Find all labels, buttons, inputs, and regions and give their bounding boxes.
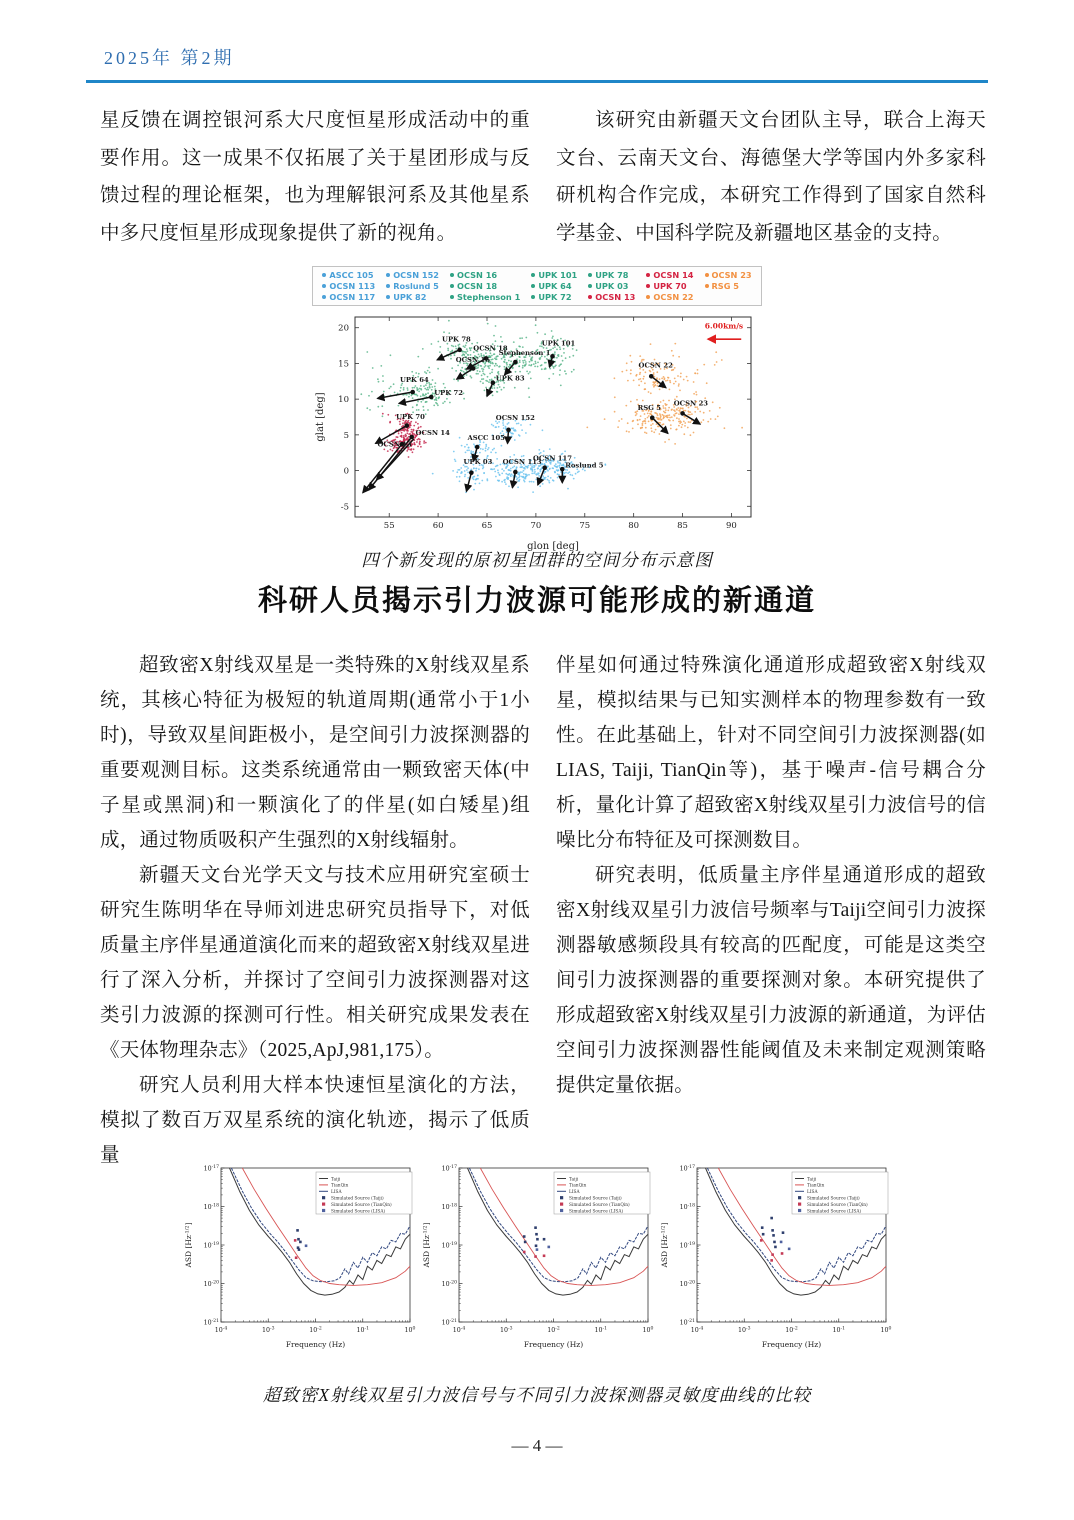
svg-text:10-1: $10^{-1}$ <box>594 1326 607 1334</box>
svg-text:10: 10 <box>338 395 349 406</box>
legend-label: OCSN 13 <box>595 292 636 302</box>
article2-left-column <box>100 648 530 1173</box>
sensitivity-chart-panel-3 <box>657 1160 894 1359</box>
cluster-map-legend <box>312 266 761 306</box>
svg-text:LISA: LISA <box>568 1190 580 1196</box>
svg-text:100: $10^0$ <box>880 1326 891 1334</box>
legend-dot-icon <box>588 284 592 288</box>
legend-entry <box>450 281 520 291</box>
legend-dot-icon <box>450 273 454 277</box>
article2-left-paragraph-3: 研究人员利用大样本快速恒星演化的方法，模拟了数百万双星系统的演化轨迹，揭示了低质量 <box>100 1075 530 1166</box>
svg-text:65: 65 <box>481 521 493 531</box>
svg-text:Simulated Source (LISA): Simulated Source (LISA) <box>330 1209 385 1215</box>
article2-right-paragraph-2: 研究表明，低质量主序伴星通道形成的超致密X射线双星引力波信号频率与Taiji空间引力波探测器敏感频段具有较高的匹配度，可能是这类空间引力波探测器的重要探测对象。本研究提供了形成超致密X射线双星引力波源的新通道，为评估空间引力波探测器性能阈值及未来制定观测策略提供定量依据。 <box>556 865 986 1096</box>
svg-text:5: 5 <box>343 430 349 441</box>
svg-text:Simulated Source (TianQin): Simulated Source (TianQin) <box>806 1202 868 1208</box>
svg-text:85: 85 <box>677 521 688 531</box>
svg-text:UPK 64: UPK 64 <box>399 376 429 384</box>
legend-dot-icon <box>322 284 326 288</box>
svg-text:-5: -5 <box>340 502 349 513</box>
svg-text:OCSN 117: OCSN 117 <box>532 454 572 463</box>
svg-text:Simulated Source (TianQin): Simulated Source (TianQin) <box>568 1202 630 1208</box>
svg-text:10-19: $10^{-19}$ <box>679 1242 695 1250</box>
cluster-map-svg <box>311 307 763 559</box>
svg-text:15: 15 <box>338 359 349 370</box>
legend-entry <box>705 281 752 291</box>
svg-text:OCSN 13: OCSN 13 <box>377 440 412 449</box>
svg-text:10-19: $10^{-19}$ <box>441 1242 457 1250</box>
svg-text:10-3: $10^{-3}$ <box>737 1326 750 1334</box>
svg-text:10-4: $10^{-4}$ <box>214 1326 227 1334</box>
legend-dot-icon <box>646 295 650 299</box>
legend-dot-icon <box>531 273 535 277</box>
legend-dot-icon <box>588 273 592 277</box>
svg-text:UPK 72: UPK 72 <box>434 388 463 397</box>
legend-entry <box>531 281 577 291</box>
svg-text:100: $10^0$ <box>404 1326 415 1334</box>
svg-text:Taiji: Taiji <box>568 1177 578 1183</box>
legend-dot-icon <box>531 284 535 288</box>
legend-entry <box>450 270 520 280</box>
svg-text:55: 55 <box>383 521 395 531</box>
legend-entry <box>646 270 693 280</box>
svg-text:10-17: $10^{-17}$ <box>441 1165 457 1173</box>
legend-dot-icon <box>450 295 454 299</box>
legend-entry <box>386 281 439 291</box>
sensitivity-chart-panel-1 <box>181 1160 418 1359</box>
svg-text:10-18: $10^{-18}$ <box>203 1203 219 1211</box>
legend-label: UPK 82 <box>393 292 427 302</box>
svg-text:6.00km/s: 6.00km/s <box>704 321 744 331</box>
svg-text:TianQin: TianQin <box>806 1183 824 1189</box>
legend-label: OCSN 14 <box>653 270 694 280</box>
article1-left-paragraph: 星反馈在调控银河系大尺度恒星形成活动中的重要作用。这一成果不仅拓展了关于星团形成与反馈过程的理论框架，也为理解银河系及其他星系中多尺度恒星形成现象提供了新的视角。 <box>100 110 530 244</box>
svg-text:Stephenson 1: Stephenson 1 <box>498 348 551 357</box>
legend-label: OCSN 117 <box>329 292 376 302</box>
legend-label: UPK 101 <box>538 270 578 280</box>
svg-text:UPK 70: UPK 70 <box>396 413 425 422</box>
svg-text:Frequency (Hz): Frequency (Hz) <box>761 1340 821 1349</box>
article2-title: 科研人员揭示引力波源可能形成的新通道 <box>257 585 816 617</box>
svg-text:Simulated Source (TianQin): Simulated Source (TianQin) <box>330 1202 392 1208</box>
svg-text:OCSN 18: OCSN 18 <box>473 344 508 353</box>
svg-text:Taiji: Taiji <box>806 1177 816 1183</box>
svg-text:10-19: $10^{-19}$ <box>203 1242 219 1250</box>
legend-label: ASCC 105 <box>329 270 374 280</box>
svg-text:Simulated Source (LISA): Simulated Source (LISA) <box>568 1209 623 1215</box>
svg-text:10-2: $10^{-2}$ <box>784 1326 798 1334</box>
legend-dot-icon <box>705 284 709 288</box>
sensitivity-chart-svg <box>657 1160 894 1354</box>
svg-text:75: 75 <box>579 521 591 531</box>
header-rule <box>86 80 988 83</box>
svg-text:OCSN 14: OCSN 14 <box>415 428 450 437</box>
svg-text:100: $10^0$ <box>642 1326 653 1334</box>
svg-text:0: 0 <box>343 466 349 477</box>
legend-dot-icon <box>386 295 390 299</box>
svg-text:TianQin: TianQin <box>330 1183 348 1189</box>
legend-label: OCSN 152 <box>393 270 439 280</box>
legend-entry <box>322 281 375 291</box>
legend-dot-icon <box>322 273 326 277</box>
legend-label: RSG 5 <box>711 281 739 291</box>
legend-entry <box>450 292 520 302</box>
legend-dot-icon <box>322 295 326 299</box>
svg-text:ASD [Hz-1/2]: ASD $[Hz^{-1/2}]$ <box>421 1222 431 1268</box>
svg-text:10-20: $10^{-20}$ <box>679 1280 695 1288</box>
legend-dot-icon <box>450 284 454 288</box>
legend-dot-icon <box>705 273 709 277</box>
figure1-caption: 四个新发现的原初星团群的空间分布示意图 <box>361 550 713 570</box>
article2-left-paragraph-2: 新疆天文台光学天文与技术应用研究室硕士研究生陈明华在导师刘进忠研究员指导下，对低质量主序伴星通道演化而来的超致密X射线双星进行了深入分析，并探讨了空间引力波探测器对这类引力波源的探测可行性。相关研究成果发表在《天体物理杂志》（2025,ApJ,981,175）。 <box>100 865 530 1061</box>
legend-dot-icon <box>386 284 390 288</box>
legend-label: OCSN 16 <box>457 270 498 280</box>
svg-text:10-17: $10^{-17}$ <box>203 1165 219 1173</box>
legend-label: UPK 70 <box>653 281 687 291</box>
legend-label: OCSN 23 <box>711 270 752 280</box>
sensitivity-chart-svg <box>419 1160 656 1354</box>
legend-entry <box>386 270 439 280</box>
svg-text:ASD [Hz-1/2]: ASD $[Hz^{-1/2}]$ <box>183 1222 193 1268</box>
svg-text:10-21: $10^{-21}$ <box>441 1319 457 1327</box>
svg-text:10-1: $10^{-1}$ <box>832 1326 845 1334</box>
legend-label: OCSN 22 <box>653 292 694 302</box>
sensitivity-chart-panel-2 <box>419 1160 656 1359</box>
legend-entry <box>531 292 577 302</box>
legend-label: Stephenson 1 <box>457 292 521 302</box>
svg-text:UPK 03: UPK 03 <box>463 458 493 467</box>
svg-text:10-18: $10^{-18}$ <box>441 1203 457 1211</box>
svg-text:Roslund 5: Roslund 5 <box>565 461 604 470</box>
svg-text:10-17: $10^{-17}$ <box>679 1165 695 1173</box>
legend-entry <box>322 292 375 302</box>
legend-label: UPK 78 <box>595 270 629 280</box>
legend-entry <box>588 270 635 280</box>
article1-right-column <box>556 102 986 252</box>
legend-label: UPK 72 <box>538 292 572 302</box>
article2-right-paragraph-1: 伴星如何通过特殊演化通道形成超致密X射线双星，模拟结果与已知实测样本的物理参数有一致性。在此基础上，针对不同空间引力波探测器(如LIAS, Taiji, TianQin等)，基于噪声-信号耦合分析，量化计算了超致密X射线双星引力波信号的信噪比分布特征及可探测数目。 <box>556 655 986 851</box>
svg-text:ASD [Hz-1/2]: ASD $[Hz^{-1/2}]$ <box>659 1222 669 1268</box>
page-number: — 4 — <box>511 1436 563 1455</box>
svg-text:ASCC 105: ASCC 105 <box>467 433 506 442</box>
legend-entry <box>646 292 693 302</box>
svg-text:10-20: $10^{-20}$ <box>203 1280 219 1288</box>
svg-text:Simulated Source (LISA): Simulated Source (LISA) <box>806 1209 861 1215</box>
article2-text <box>100 648 986 1173</box>
legend-dot-icon <box>646 273 650 277</box>
cluster-map-figure <box>0 266 1074 564</box>
legend-entry <box>531 270 577 280</box>
legend-entry <box>588 281 635 291</box>
article1-left-column <box>100 102 530 252</box>
svg-text:10-4: $10^{-4}$ <box>690 1326 703 1334</box>
svg-text:90: 90 <box>726 521 737 531</box>
legend-entry <box>386 292 439 302</box>
legend-label: OCSN 18 <box>457 281 498 291</box>
article1-text <box>100 102 986 252</box>
svg-text:10-18: $10^{-18}$ <box>679 1203 695 1211</box>
svg-text:LISA: LISA <box>330 1190 342 1196</box>
svg-text:10-3: $10^{-3}$ <box>499 1326 512 1334</box>
svg-text:20: 20 <box>338 323 349 334</box>
svg-text:UPK 83: UPK 83 <box>495 374 525 383</box>
issue-label: 2025年 第2期 <box>104 48 235 68</box>
svg-text:80: 80 <box>628 521 640 531</box>
sensitivity-charts-figure <box>0 1160 1074 1359</box>
article2-left-paragraph-1: 超致密X射线双星是一类特殊的X射线双星系统，其核心特征为极短的轨道周期(通常小于1小时)，导致双星间距极小，是空间引力波探测器的重要观测目标。这类系统通常由一颗致密天体(中子星或黑洞)和一颗演化了的伴星(如白矮星)组成，通过物质吸积产生强烈的X射线辐射。 <box>100 655 530 851</box>
svg-text:RSG 5: RSG 5 <box>637 403 662 412</box>
svg-text:Simulated Source (Taiji): Simulated Source (Taiji) <box>568 1196 622 1202</box>
legend-entry <box>588 292 635 302</box>
svg-text:10-20: $10^{-20}$ <box>441 1280 457 1288</box>
svg-text:10-21: $10^{-21}$ <box>203 1319 219 1327</box>
svg-text:glon [deg]: glon [deg] <box>527 541 579 552</box>
svg-text:OCSN 152: OCSN 152 <box>495 413 535 422</box>
legend-entry <box>705 270 752 280</box>
legend-label: UPK 64 <box>538 281 572 291</box>
svg-text:OCSN 22: OCSN 22 <box>638 361 673 370</box>
legend-entry <box>322 270 375 280</box>
svg-text:glat [deg]: glat [deg] <box>315 392 326 442</box>
legend-label: OCSN 113 <box>329 281 376 291</box>
legend-entry <box>646 281 693 291</box>
svg-text:10-1: $10^{-1}$ <box>356 1326 369 1334</box>
svg-text:10-3: $10^{-3}$ <box>261 1326 274 1334</box>
svg-text:OCSN 16: OCSN 16 <box>455 356 490 364</box>
svg-text:Simulated Source (Taiji): Simulated Source (Taiji) <box>330 1196 384 1202</box>
svg-text:60: 60 <box>432 521 444 531</box>
svg-text:OCSN 113: OCSN 113 <box>502 458 542 467</box>
svg-text:Frequency (Hz): Frequency (Hz) <box>285 1340 345 1349</box>
svg-text:Frequency (Hz): Frequency (Hz) <box>523 1340 583 1349</box>
svg-text:10-21: $10^{-21}$ <box>679 1319 695 1327</box>
legend-label: UPK 03 <box>595 281 629 291</box>
cluster-map-plot <box>311 307 763 564</box>
svg-text:10-2: $10^{-2}$ <box>546 1326 560 1334</box>
legend-label: Roslund 5 <box>393 281 439 291</box>
figure2-caption: 超致密X射线双星引力波信号与不同引力波探测器灵敏度曲线的比较 <box>262 1385 812 1405</box>
svg-text:UPK 78: UPK 78 <box>442 335 471 344</box>
svg-text:10-4: $10^{-4}$ <box>452 1326 465 1334</box>
article2-right-column <box>556 648 986 1173</box>
svg-text:UPK 101: UPK 101 <box>541 339 576 348</box>
legend-dot-icon <box>588 295 592 299</box>
legend-dot-icon <box>531 295 535 299</box>
article1-right-paragraph: 该研究由新疆天文台团队主导，联合上海天文台、云南天文台、海德堡大学等国内外多家科研机构合作完成，本研究工作得到了国家自然科学基金、中国科学院及新疆地区基金的支持。 <box>556 110 986 244</box>
svg-text:LISA: LISA <box>806 1190 818 1196</box>
sensitivity-chart-svg <box>181 1160 418 1354</box>
legend-dot-icon <box>646 284 650 288</box>
svg-text:Simulated Source (Taiji): Simulated Source (Taiji) <box>806 1196 860 1202</box>
svg-text:TianQin: TianQin <box>568 1183 586 1189</box>
svg-text:10-2: $10^{-2}$ <box>308 1326 322 1334</box>
svg-text:OCSN 23: OCSN 23 <box>673 399 709 408</box>
legend-dot-icon <box>386 273 390 277</box>
svg-text:70: 70 <box>530 521 542 531</box>
svg-text:Taiji: Taiji <box>330 1177 340 1183</box>
